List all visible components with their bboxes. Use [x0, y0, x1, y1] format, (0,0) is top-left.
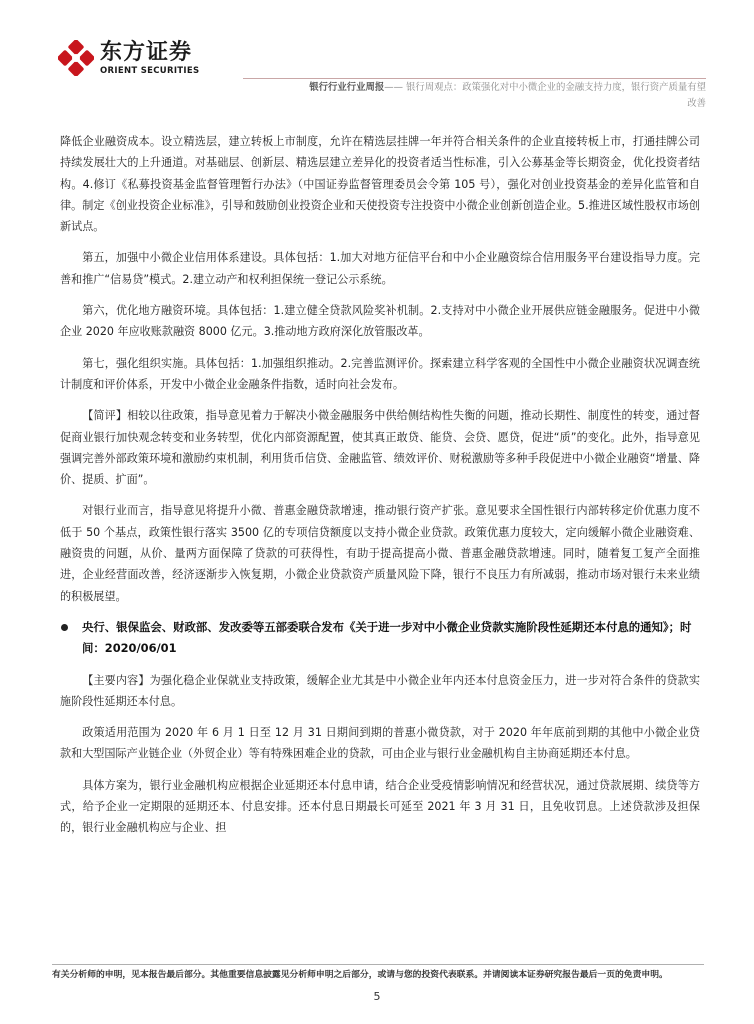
report-title-line1: —— 银行周观点：政策强化对中小微企业的金融支持力度，银行资产质量有望: [384, 82, 706, 93]
logo-name-cn: 东方证券: [100, 40, 193, 65]
header-divider: [243, 78, 706, 79]
paragraph-fifth-measure: 第五，加强中小微企业信用体系建设。具体包括：1.加大对地方征信平台和中小企业融资综合信用服务平台建设指导力度。完善和推广“信易贷”模式。2.建立动产和权利担保统一登记公示系统。: [60, 251, 700, 286]
section-heading-text: 央行、银保监会、财政部、发改委等五部委联合发布《关于进一步对中小微企业贷款实施阶段性延期还本付息的通知》；时间：2020/06/01: [82, 619, 692, 656]
report-category: 银行行业行业周报: [309, 82, 385, 93]
section-heading: [60, 617, 700, 660]
paragraph-sixth-measure: 第六，优化地方融资环境。具体包括：1.建立健全贷款风险奖补机制。2.支持对中小微企业开展供应链金融服务。促进中小微企业 2020 年应收账款融资 8000 亿元。3.推动地方政府深化放管服改革。: [60, 304, 700, 339]
paragraph-main-content: 【主要内容】为强化稳企业保就业支持政策，缓解企业尤其是中小微企业年内还本付息资金压力，进一步对符合条件的贷款实施阶段性延期还本付息。: [60, 673, 700, 708]
report-header-title: [250, 80, 706, 112]
paragraph-seventh-measure: 第七，强化组织实施。具体包括：1.加强组织推动。2.完善监测评价。探索建立科学客观的全国性中小微企业融资状况调查统计制度和评价体系，开发中小微企业金融条件指数，适时向社会发布。: [60, 356, 700, 391]
paragraph-policy-scope: 政策适用范围为 2020 年 6 月 1 日至 12 月 31 日期间到期的普惠小微贷款，对于 2020 年年底前到期的其他中小微企业贷款和大型国际产业链企业（外贸企业）等有特殊困难企业的贷款，可由企业与银行业金融机构自主协商延期还本付息。: [60, 726, 700, 761]
orient-logo-icon: [58, 40, 94, 76]
page-number: 5: [373, 990, 381, 1003]
report-title-line2: 改善: [687, 98, 706, 109]
footer-divider: [52, 964, 704, 965]
logo-name-en: ORIENT SECURITIES: [100, 66, 200, 76]
report-body: [60, 131, 700, 839]
paragraph-brief-comment: 【简评】相较以往政策，指导意见着力于解决小微金融服务中供给侧结构性失衡的问题，推动长期性、制度性的转变，通过督促商业银行加快观念转变和业务转型，优化内部资源配置，使其真正敢贷、能贷、会贷、愿贷，促进“质”的变化。此外，指导意见强调完善外部政策环境和激励约束机制，利用货币信贷、金融监管、绩效评价、财税激励等多种手段促进中小微企业融资“增量、降价、提质、扩面”。: [60, 409, 700, 487]
bullet-icon: [61, 624, 68, 631]
paragraph-intro: 降低企业融资成本。设立精选层，建立转板上市制度，允许在精选层挂牌一年并符合相关条件的企业直接转板上市，打通挂牌公司持续发展壮大的上升通道。对基础层、创新层、精选层建立差异化的投资者适当性标准，引入公募基金等长期资金，优化投资者结构。4.修订《私募投资基金监督管理暂行办法》（中国证券监督管理委员会令第 105 号），强化对创业投资基金的差异化监管和自律。制定《创业投资企业标准》，引导和鼓励创业投资企业和天使投资专注投资中小微企业创新创造企业。5.推进区域性股权市场创新试点。: [60, 135, 700, 234]
footer-disclaimer: 有关分析师的申明，见本报告最后部分。其他重要信息披露见分析师申明之后部分，或请与您的投资代表联系。并请阅读本证券研究报告最后一页的免责申明。: [52, 970, 668, 980]
company-logo: [58, 40, 199, 76]
paragraph-banking-impact: 对银行业而言，指导意见将提升小微、普惠金融贷款增速，推动银行资产扩张。意见要求全国性银行内部转移定价优惠力度不低于 50 个基点，政策性银行落实 3500 亿的专项信贷额度以支持小微企业贷款。政策优惠力度较大，定向缓解小微企业融资难、融资贵的问题，从价、量两方面保障了贷款的可获得性，有助于提高提高小微、普惠金融贷款增速。同时，随着复工复产全面推进，企业经营面改善，经济逐渐步入恢复期，小微企业贷款资产质量风险下降，银行不良压力有所减弱，推动市场对银行未来业绩的积极展望。: [60, 504, 700, 603]
paragraph-specific-plan: 具体方案为，银行业金融机构应根据企业延期还本付息申请，结合企业受疫情影响情况和经营状况，通过贷款展期、续贷等方式，给予企业一定期限的延期还本、付息安排。还本付息日期最长可延至 2021 年 3 月 31 日，且免收罚息。上述贷款涉及担保的，银行业金融机构应与企业、担: [60, 778, 700, 835]
